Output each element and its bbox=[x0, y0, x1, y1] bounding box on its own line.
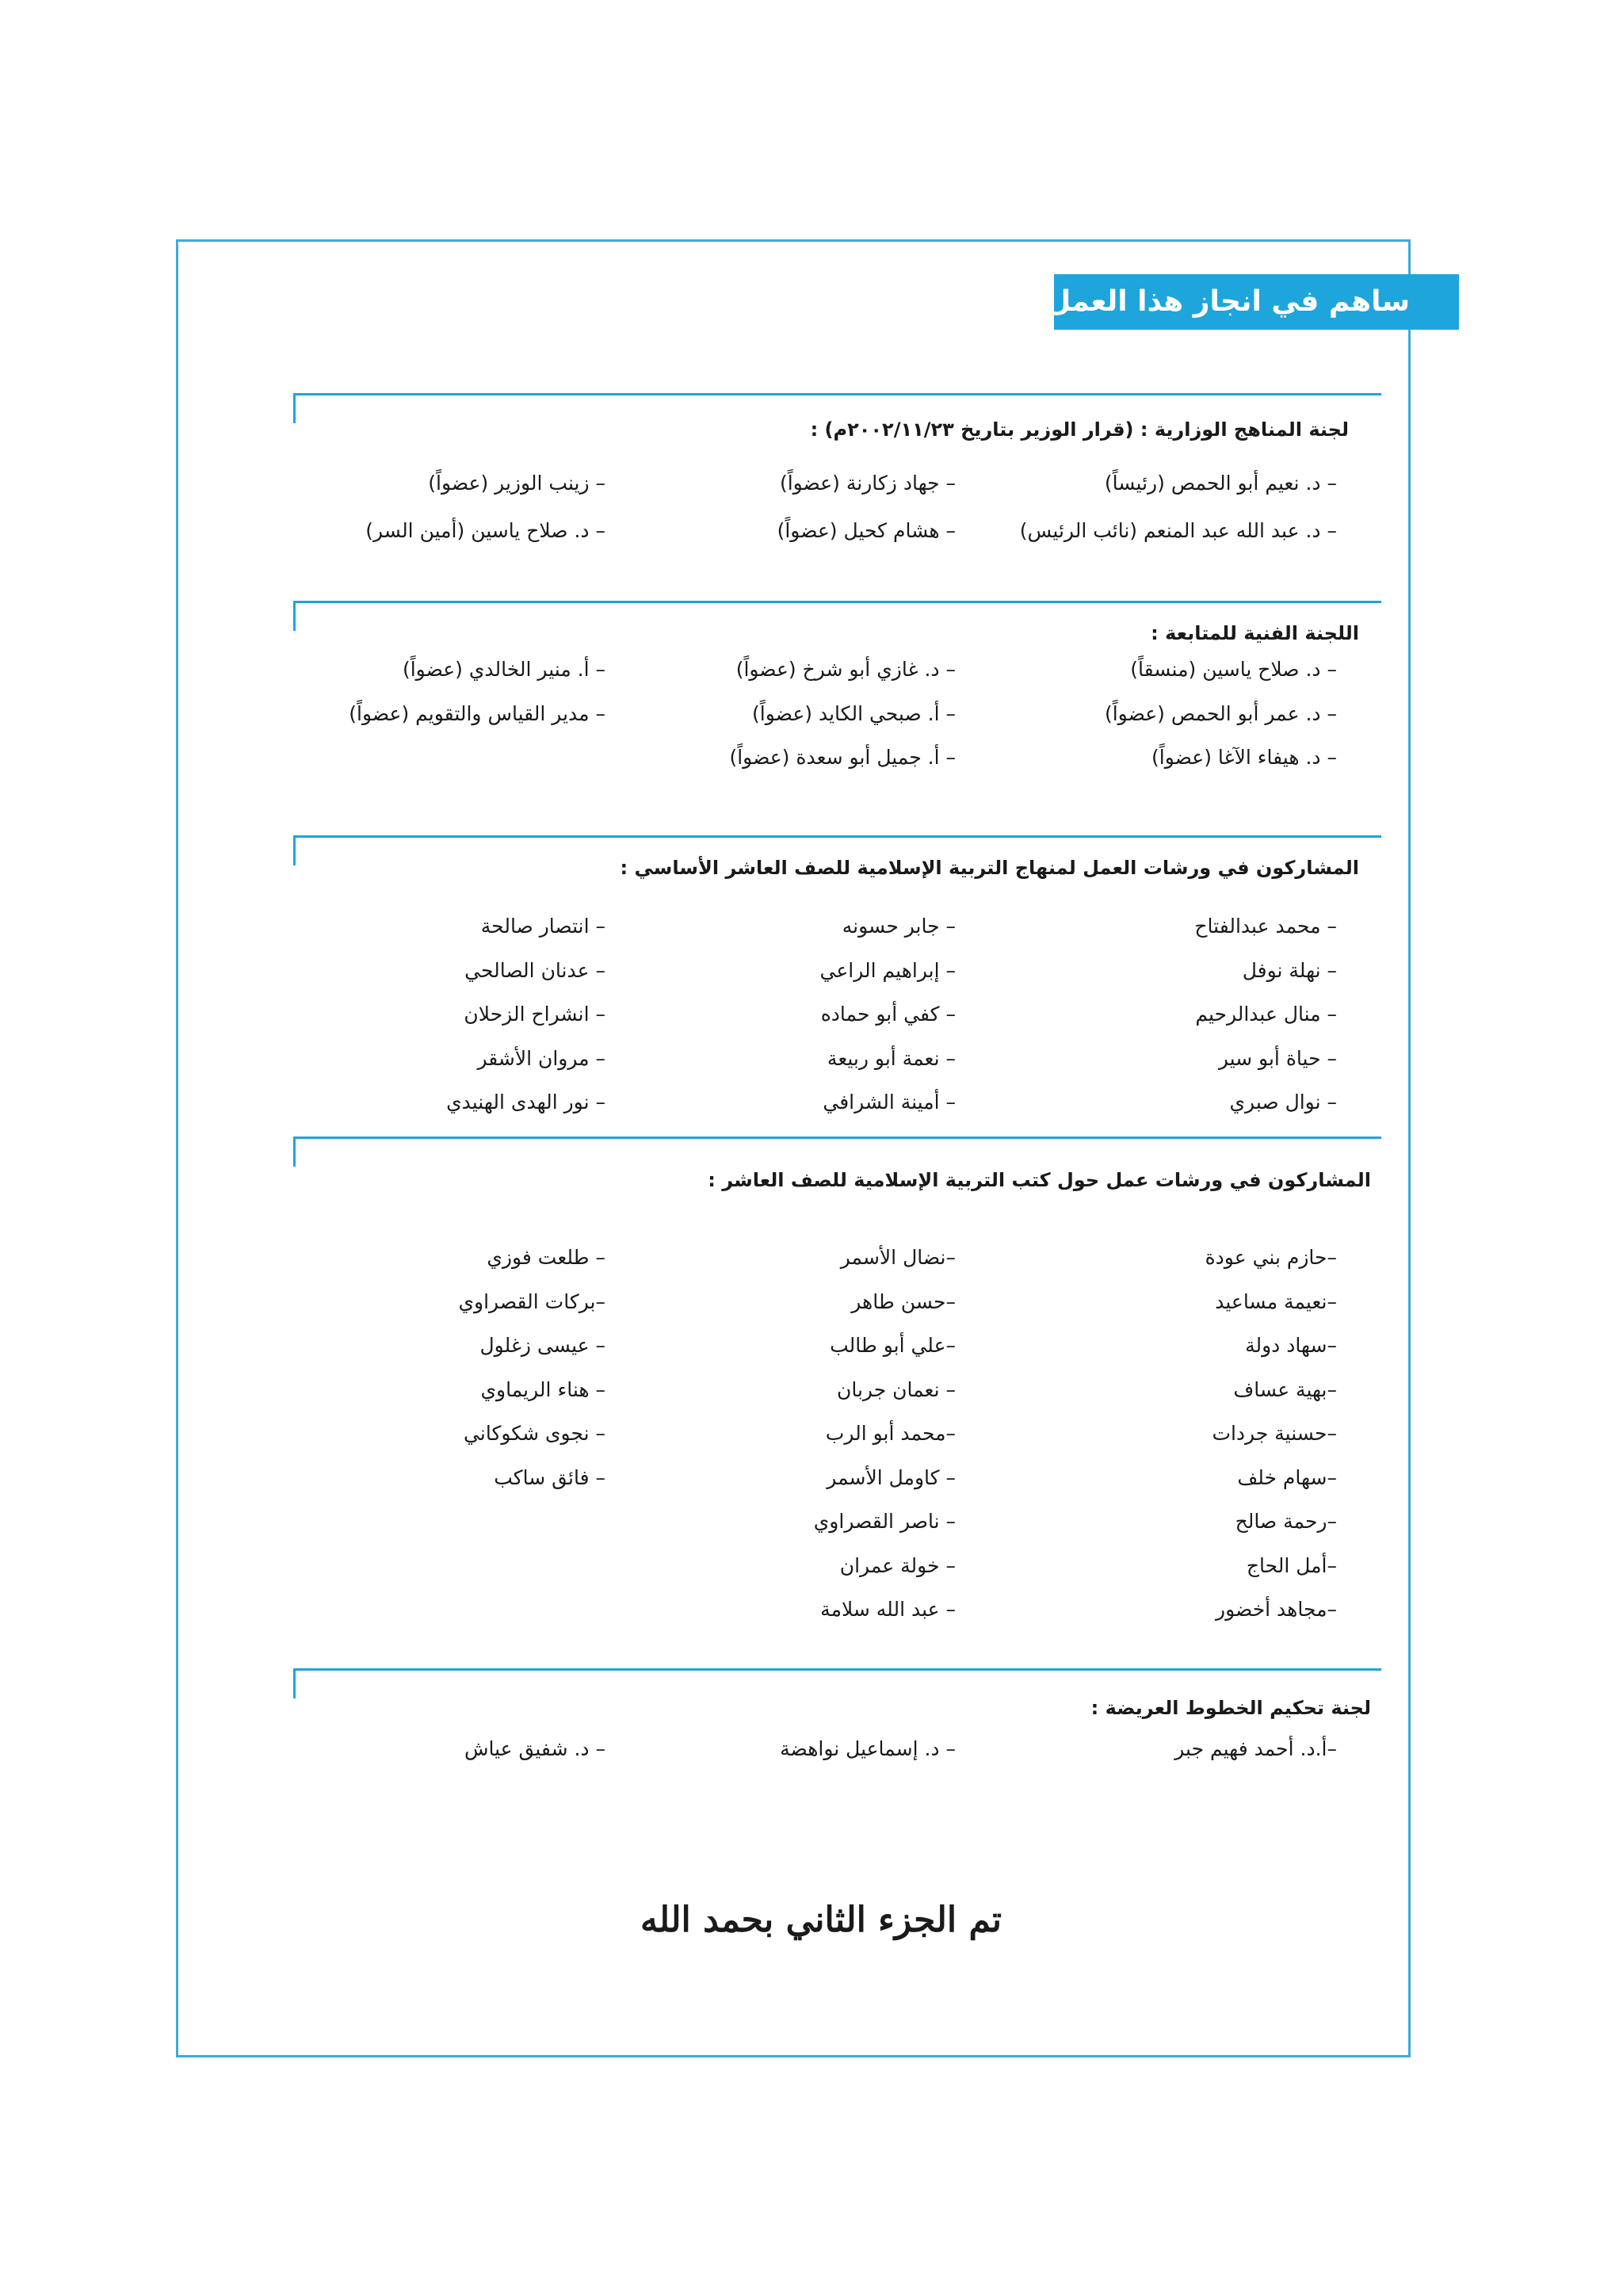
section-ministerial-curriculum-committee bbox=[293, 393, 1381, 542]
credit-entry: – فائق ساكب bbox=[494, 1465, 605, 1489]
credit-entry: –أمل الحاج bbox=[1246, 1553, 1337, 1577]
section-divider bbox=[293, 601, 1381, 603]
credit-entry: – زينب الوزير (عضواً) bbox=[428, 472, 605, 495]
section-heading: المشاركون في ورشات عمل حول كتب التربية الإسلامية للصف العاشر : bbox=[708, 1169, 1371, 1191]
credit-entry: –مجاهد أخضور bbox=[1216, 1598, 1337, 1621]
credit-row bbox=[293, 692, 1381, 736]
credit-entry: – هشام كحيل (عضواً) bbox=[777, 519, 956, 542]
credit-entry: – د. صلاح ياسين (أمين السر) bbox=[365, 519, 605, 542]
credit-list bbox=[293, 1236, 1381, 1632]
credit-row bbox=[293, 949, 1381, 993]
credit-entry: –بهية عساف bbox=[1233, 1377, 1337, 1401]
credit-entry: – حياة أبو سير bbox=[1218, 1046, 1337, 1070]
credit-list bbox=[293, 1727, 1381, 1771]
credit-entry: – أمينة الشرافي bbox=[823, 1091, 956, 1114]
section-heading: لجنة المناهج الوزارية : (قرار الوزير بتاريخ ٢٠٠٢/١١/٢٣م) : bbox=[810, 418, 1349, 441]
credit-entry: – أ. صبحي الكايد (عضواً) bbox=[752, 701, 956, 725]
credit-row bbox=[293, 1727, 1381, 1771]
credit-entry: – جهاد زكارنة (عضواً) bbox=[779, 472, 956, 495]
credit-row bbox=[293, 1280, 1381, 1324]
section-outlines-review-committee bbox=[293, 1668, 1381, 1760]
credit-entry: – إبراهيم الراعي bbox=[819, 958, 956, 982]
credit-entry: – نور الهدى الهنيدي bbox=[446, 1091, 605, 1114]
credit-entry: – أ. جميل أبو سعدة (عضواً) bbox=[729, 746, 956, 769]
credit-row bbox=[293, 1587, 1381, 1632]
credit-entry: – عيسى زغلول bbox=[479, 1334, 605, 1357]
credit-entry: – د. إسماعيل نواهضة bbox=[780, 1737, 956, 1760]
credit-entry: –نعيمة مساعيد bbox=[1215, 1289, 1337, 1313]
credit-entry: –محمد أبو الرب bbox=[825, 1422, 956, 1445]
credit-entry: – د. هيفاء الآغا (عضواً) bbox=[1151, 746, 1337, 769]
section-heading: المشاركون في ورشات العمل لمنهاج التربية الإسلامية للصف العاشر الأساسي : bbox=[620, 857, 1359, 879]
credit-entry: –سهاد دولة bbox=[1245, 1334, 1337, 1357]
credit-entry: – د. صلاح ياسين (منسقاً) bbox=[1130, 658, 1337, 681]
credit-entry: – جابر حسونه bbox=[842, 915, 956, 938]
credit-entry: – طلعت فوزي bbox=[487, 1246, 605, 1269]
credit-row bbox=[293, 1412, 1381, 1456]
credit-entry: – نعمان جربان bbox=[836, 1377, 956, 1401]
credit-entry: – كفي أبو حماده bbox=[820, 1003, 956, 1026]
credit-entry: –علي أبو طالب bbox=[830, 1334, 956, 1357]
credit-row bbox=[293, 1499, 1381, 1544]
credit-entry: – عبد الله سلامة bbox=[820, 1598, 956, 1621]
credit-row bbox=[293, 735, 1381, 780]
section-divider-tick bbox=[293, 393, 296, 423]
credit-row bbox=[293, 648, 1381, 692]
section-divider bbox=[293, 1137, 1381, 1139]
credit-entry: – نهلة نوفل bbox=[1242, 958, 1337, 982]
section-divider-tick bbox=[293, 1668, 296, 1698]
section-divider-tick bbox=[293, 1137, 296, 1167]
credit-row bbox=[293, 460, 1381, 507]
credit-entry: – نوال صبري bbox=[1229, 1091, 1337, 1114]
credit-row bbox=[293, 1236, 1381, 1280]
credit-entry: –رحمة صالح bbox=[1235, 1510, 1337, 1533]
credit-entry: – د. عبد الله عبد المنعم (نائب الرئيس) bbox=[1019, 519, 1337, 542]
credit-entry: –سهام خلف bbox=[1237, 1465, 1337, 1489]
credit-entry: – د. شفيق عياش bbox=[464, 1737, 605, 1760]
credit-row bbox=[293, 1037, 1381, 1081]
credit-entry: – مروان الأشقر bbox=[477, 1046, 605, 1070]
credit-entry: –بركات القصراوي bbox=[458, 1289, 605, 1313]
credit-entry: – عدنان الصالحي bbox=[464, 958, 605, 982]
credit-row bbox=[293, 1324, 1381, 1368]
page-title: ساهم في انجاز هذا العمل: bbox=[1054, 274, 1459, 330]
credit-entry: – مدير القياس والتقويم (عضواً) bbox=[349, 701, 605, 725]
closing-text: تم الجزء الثاني بحمد الله bbox=[640, 1900, 1002, 1940]
section-curriculum-workshop-participants bbox=[293, 835, 1381, 1114]
credit-entry: – انشراح الزحلان bbox=[464, 1003, 605, 1026]
section-technical-followup-committee bbox=[293, 601, 1381, 769]
credit-entry: – د. عمر أبو الحمص (عضواً) bbox=[1104, 701, 1337, 725]
credit-entry: – منال عبدالرحيم bbox=[1195, 1003, 1337, 1026]
section-divider-tick bbox=[293, 601, 296, 631]
credit-list bbox=[293, 648, 1381, 780]
section-divider bbox=[293, 1668, 1381, 1671]
credit-entry: – خولة عمران bbox=[839, 1553, 956, 1577]
credit-row bbox=[293, 992, 1381, 1037]
credit-entry: –حسن طاهر bbox=[851, 1289, 956, 1313]
section-textbook-workshop-participants bbox=[293, 1137, 1381, 1621]
credit-row bbox=[293, 904, 1381, 949]
credit-entry: – نعمة أبو ربيعة bbox=[827, 1046, 956, 1070]
credit-entry: –حسنية جردات bbox=[1212, 1422, 1337, 1445]
credit-row bbox=[293, 1368, 1381, 1412]
credit-entry: –أ.د. أحمد فهيم جبر bbox=[1174, 1737, 1337, 1760]
credit-list bbox=[293, 904, 1381, 1125]
credit-row bbox=[293, 507, 1381, 555]
credit-entry: –حازم بني عودة bbox=[1205, 1246, 1337, 1269]
section-divider bbox=[293, 393, 1381, 395]
credit-list bbox=[293, 460, 1381, 555]
credit-row bbox=[293, 1080, 1381, 1125]
credit-entry: – كاومل الأسمر bbox=[827, 1465, 956, 1489]
section-divider-tick bbox=[293, 835, 296, 865]
credit-entry: – نجوى شكوكاني bbox=[464, 1422, 605, 1445]
credit-entry: – د. غازي أبو شرخ (عضواً) bbox=[735, 658, 956, 681]
credit-entry: – انتصار صالحة bbox=[480, 915, 605, 938]
credit-row bbox=[293, 1456, 1381, 1500]
credit-entry: –نضال الأسمر bbox=[840, 1246, 956, 1269]
credit-entry: – ناصر القصراوي bbox=[813, 1510, 956, 1533]
section-heading: لجنة تحكيم الخطوط العريضة : bbox=[1090, 1697, 1371, 1719]
credit-row bbox=[293, 1544, 1381, 1588]
credit-entry: – د. نعيم أبو الحمص (رئيساً) bbox=[1104, 472, 1337, 495]
credit-entry: – هناء الريماوي bbox=[480, 1377, 605, 1401]
section-heading: اللجنة الفنية للمتابعة : bbox=[1151, 622, 1359, 644]
credit-entry: – محمد عبدالفتاح bbox=[1194, 915, 1337, 938]
section-divider bbox=[293, 835, 1381, 838]
credit-entry: – أ. منير الخالدي (عضواً) bbox=[402, 658, 605, 681]
